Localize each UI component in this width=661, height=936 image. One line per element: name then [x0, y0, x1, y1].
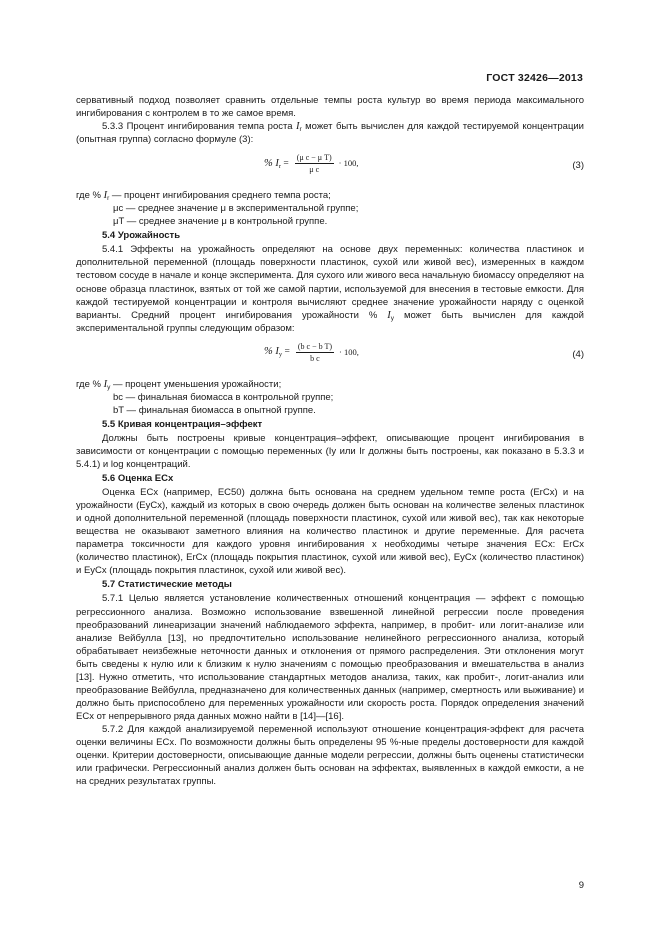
formula-4-number: (4): [572, 348, 584, 360]
formula-3: % $I_r$ = $\frac{\text{(μ c − μ T)}}{\text{μ c}}$ · 100, (3): [264, 153, 584, 175]
formula-3-fraction: $\frac{\text{(μ c − μ T)}}{\text{μ c}}$: [296, 153, 332, 175]
formula-3-number: (3): [572, 160, 584, 172]
page-number: 9: [578, 880, 584, 891]
section-heading-5-6: 5.6 Оценка ECx: [102, 473, 174, 485]
paragraph-5-5: Должны быть построены кривые концентрация–эффект, описывающие процент ингибирования в зависимости от концентрации с помощью переменных (Iy или Ir должны быть построены, как показано в 5.3.3 и 5.4.1) и log концентраций.: [76, 432, 584, 470]
paragraph-5-4-1: 5.4.1 Эффекты на урожайность определяют на основе двух переменных: количества пластинок и дополнительной переменной (площадь поверхности пластинок, сухой или живой вес), измеренных в каждом тестовом сосуде в начале и конце эксперимента. Для сухого или живого веса начальную биомассу определяют на основе образца пластинок, взятых от той же самой партии, используемой для внесения в тестовые емкости. Для каждой тестируемой концентрации и контроля вычисляют среднее значение урожайности наряду с оценкой варианты. Средний процент ингибирования урожайности % $I_y$ может быть вычислен для каждой экспериментальной группы следующим образом:: [76, 244, 584, 334]
paragraph-5-3-3: 5.3.3 Процент ингибирования темпа роста $I_r$ может быть вычислен для каждой тестируемой концентрации (опытная группа) согласно формуле (3):: [76, 121, 584, 146]
definition-b-t: bT — финальная биомасса в опытной группе.: [113, 404, 316, 416]
definition-mu-c: μc — среднее значение μ в экспериментальной группе;: [113, 203, 359, 215]
document-header: ГОСТ 32426—2013: [486, 72, 583, 84]
paragraph-5-7-2: 5.7.2 Для каждой анализируемой переменной используют отношение концентрация-эффект для расчета оценки величины ECx. По возможности должны быть определены 95 %-ные пределы достоверности для каждой оценки. Критерии достоверности, описывающие данные модели регрессии, должны быть оценены статистически или графически. Регрессионный анализ должен быть основан на эффектах, выявленных в каждой емкости, а не на средних результатах группы.: [76, 723, 584, 788]
definition-b-c: bc — финальная биомасса в контрольной группе;: [113, 391, 334, 403]
section-heading-5-7: 5.7 Статистические методы: [102, 579, 232, 591]
section-heading-5-4: 5.4 Урожайность: [102, 230, 181, 242]
paragraph-continuation: сервативный подход позволяет сравнить отдельные темпы роста культур во время периода максимального ингибирования с контролем в то же самое время.: [76, 95, 584, 120]
definition-iy: где % $I_y$ — процент уменьшения урожайности;: [76, 378, 282, 391]
definition-ir: где % $I_r$ — процент ингибирования среднего темпа роста;: [76, 190, 331, 203]
paragraph-5-6: Оценка ECx (например, EC50) должна быть основана на среднем удельном темпе роста (ErCx) и на урожайности (EyCx), каждый из которых в свою очередь должен быть основан на количестве зеленых пластинок и одной дополнительной переменной (площадь поверхности пластинок, сухой или живой вес), так как некоторые вещества не оказывают заметного влияния на количество пластинок и другие переменные. Для расчета параметра токсичности для каждого уровня ингибирования х необходимы четыре значения ECx: ErCx (количество пластинок), ErCx (площадь покрытия пластинок, сухой или живой вес), EyCx (количество пластинок) и EyCx (площадь покрытия пластинок, сухой или живой вес).: [76, 487, 584, 577]
section-heading-5-5: 5.5 Кривая концентрация–эффект: [102, 418, 263, 430]
formula-4-fraction: $\frac{\text{(b c − b T)}}{\text{b c}}$: [297, 341, 332, 363]
formula-4: % $I_y$ = $\frac{\text{(b c − b T)}}{\text{b c}}$ · 100, (4): [264, 341, 584, 363]
document-body: [76, 94, 584, 788]
definition-mu-t: μT — среднее значение μ в контрольной группе.: [113, 216, 328, 228]
paragraph-5-7-1: 5.7.1 Целью является установление количественных отношений концентрация — эффект с помощью регрессионного анализа. Возможно использование взвешенной линейной регрессии после проведения преобразований линеаризации значений наблюдаемого эффекта, например, в пробит- или логит-анализе или анализе Вейбулла [13], но предпочтительно использование нелинейного регрессионного анализа, который обрабатывает неизбежные неточности данных и отклонения от прямого распределения. Эти отклонения могут быть сведены к нулю или к близким к нулю значениям с помощью преобразования и вмешательства в анализ [13]. Нужно отметить, что использование стандартных методов анализа, таких, как пробит-, логит-анализ или преобразование Вейбулла, предназначено для количественных данных (например, смертность или выживание) и должно быть приспособлено для переменных урожайности или скорость роста. Порядок определения значений ECx от непрерывного ряда данных можно найти в [14]—[16].: [76, 593, 584, 722]
